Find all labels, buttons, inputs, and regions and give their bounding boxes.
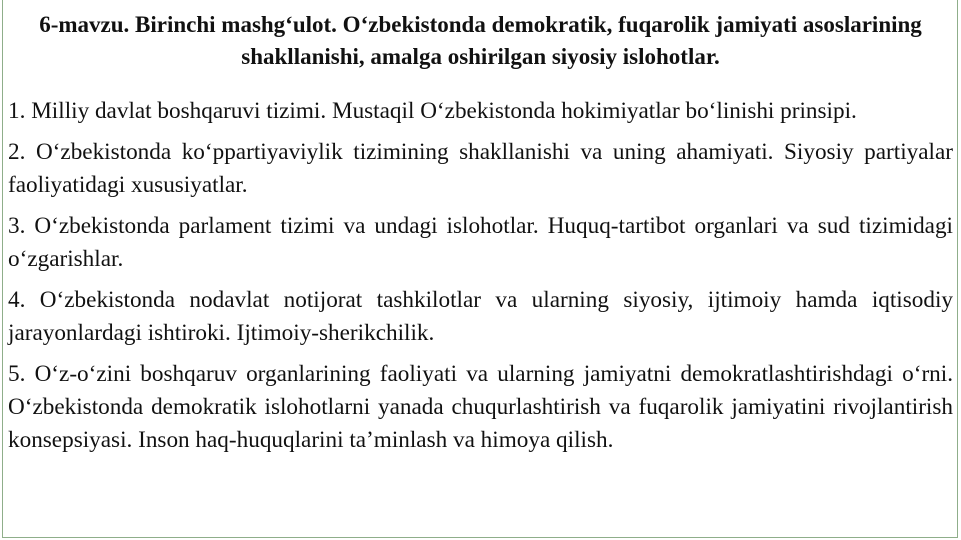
topic-item-2: 2. O‘zbekistonda ko‘ppartiyaviylik tizimining shakllanishi va uning ahamiyati. Siyosiy partiyalar faoliyatidagi xususiyatlar. [8,139,953,198]
topic-item-3: 3. O‘zbekistonda parlament tizimi va undagi islohotlar. Huquq-tartibot organlari va sud tizimidagi o‘zgarishlar. [8,213,953,272]
topic-item-1: 1. Milliy davlat boshqaruvi tizimi. Mustaqil O‘zbekistonda hokimiyatlar bo‘linishi prinsipi. [8,98,857,124]
topic-item-4: 4. O‘zbekistonda nodavlat notijorat tashkilotlar va ularning siyosiy, ijtimoiy hamda iqtisodiy jarayonlardagi ishtiroki. Ijtimoiy-sherikchilik. [8,287,953,346]
slide-title: 6-mavzu. Birinchi mashg‘ulot. O‘zbekistonda demokratik, fuqarolik jamiyati asoslarining shakllanishi, amalga oshirilgan siyosiy islohotlar. [39,12,922,69]
topic-list [8,95,953,465]
topic-item-5: 5. O‘z-o‘zini boshqaruv organlarining faoliyati va ularning jamiyatni demokratlashtirishdagi o‘rni. O‘zbekistonda demokratik islohotlarni yanada chuqurlashtirish va fuqarolik jamiyatini rivojlantirish konsepsiyasi. Inson haq-huquqlarini ta’minlash va himoya qilish. [8,361,953,453]
